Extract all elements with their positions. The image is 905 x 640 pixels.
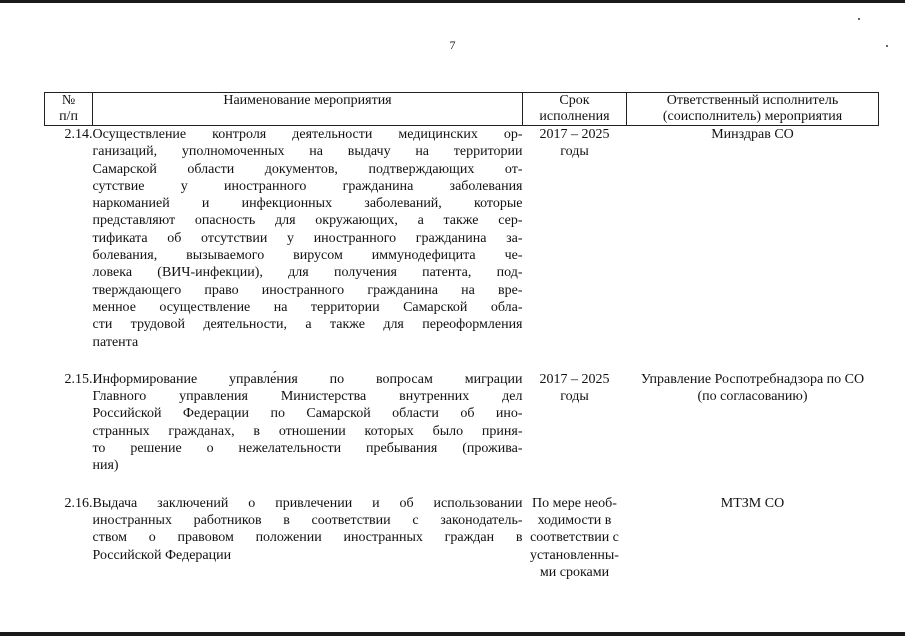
header-term-line: исполнения	[539, 109, 610, 124]
row-term-line: 2017 – 2025	[539, 371, 610, 387]
row-name-line: Выдача заключений о привлечении и об использовании	[92, 495, 523, 511]
row-num: 2.14.	[64, 127, 93, 142]
row-term-line: По мере необ-	[532, 495, 617, 511]
row-name-line: Самарской области документов, подтверждающих от-	[92, 161, 523, 177]
header-num	[45, 93, 93, 126]
row-term-line: установленны-	[530, 547, 619, 563]
page-top-edge	[0, 0, 905, 3]
row-name	[93, 126, 523, 351]
header-resp	[627, 93, 879, 126]
row-name-line: ством о правовом положении иностранных граждан в	[92, 530, 523, 546]
row-term-line: ходимости в	[537, 512, 612, 528]
row-name-line: Информирование управле́ния по вопросам миграции	[92, 371, 523, 387]
row-resp	[627, 495, 879, 581]
row-term-line: годы	[560, 144, 589, 160]
row-name-line: иностранных работников в соответствии с законодатель-	[92, 512, 523, 528]
row-name-line: тификата об отсутствии у иностранного гражданина за-	[92, 230, 523, 246]
header-name-text: Наименование мероприятия	[223, 93, 392, 108]
row-term-line: 2017 – 2025	[539, 127, 610, 142]
row-name-line: ловека (ВИЧ-инфекции), для получения патента, под-	[92, 265, 523, 281]
header-resp-line: (соисполнитель) мероприятия	[662, 109, 843, 124]
header-term-line: Срок	[559, 93, 590, 108]
row-name-line: патента	[92, 334, 139, 350]
scan-speck	[858, 18, 860, 20]
table-row	[45, 371, 879, 475]
row-name-line: наркоманией и инфекционных заболеваний, которые	[92, 196, 523, 212]
header-name	[93, 93, 523, 126]
row-name	[93, 371, 523, 475]
row-term	[523, 126, 627, 351]
row-name-line: Российской Федерации по Самарской области об ино-	[92, 406, 523, 422]
row-name-line: ния)	[92, 458, 119, 474]
row-name-line: сти трудовой деятельности, а также для переоформления	[92, 317, 523, 333]
header-num-line: №	[61, 93, 76, 108]
row-resp	[627, 371, 879, 475]
row-name-line: Российской Федерации	[92, 547, 232, 563]
row-term-line: соответствии с	[530, 530, 619, 546]
header-resp-line: Ответственный исполнитель	[666, 93, 839, 108]
row-resp-line: Управление Роспотребнадзора по СО	[640, 371, 865, 387]
measures-table	[44, 92, 879, 581]
header-term	[523, 93, 627, 126]
row-resp-line: Минздрав СО	[711, 127, 794, 142]
row-term	[523, 495, 627, 581]
page-number: 7	[449, 38, 456, 52]
row-name-line: представляют опасность для окружающих, а также сер-	[92, 213, 523, 229]
table-header-row	[45, 93, 879, 126]
page-bottom-edge	[0, 632, 905, 636]
table-row	[45, 495, 879, 581]
row-term-line: годы	[560, 389, 589, 405]
row-name-line: ганизаций, уполномоченных на выдачу на территории	[92, 144, 523, 160]
header-num-line: п/п	[59, 109, 78, 124]
row-name-line: сутствие у иностранного гражданина заболевания	[92, 178, 523, 194]
row-num: 2.15.	[64, 371, 93, 387]
row-num: 2.16.	[64, 495, 93, 511]
row-name-line: Главного управления Министерства внутренних дел	[92, 389, 523, 405]
row-name-line: то решение о нежелательности пребывания (прожива-	[92, 441, 523, 457]
row-resp	[627, 126, 879, 351]
row-term-line: ми сроками	[539, 564, 610, 580]
row-spacer	[45, 475, 879, 495]
row-name-line: тверждающего право иностранного гражданина на вре-	[92, 282, 523, 298]
row-term	[523, 371, 627, 475]
row-resp-line: МТЗМ СО	[720, 495, 785, 511]
row-name	[93, 495, 523, 581]
row-name-line: менное осуществление на территории Самарской обла-	[92, 299, 523, 315]
row-name-line: болевания, вызываемого вирусом иммунодефицита че-	[92, 248, 523, 264]
row-name-line: Осуществление контроля деятельности медицинских ор-	[92, 127, 523, 142]
table-row	[45, 126, 879, 351]
row-name-line: странных гражданах, в отношении которых было приня-	[92, 423, 523, 439]
row-resp-line: (по согласованию)	[697, 389, 808, 405]
row-spacer	[45, 351, 879, 371]
